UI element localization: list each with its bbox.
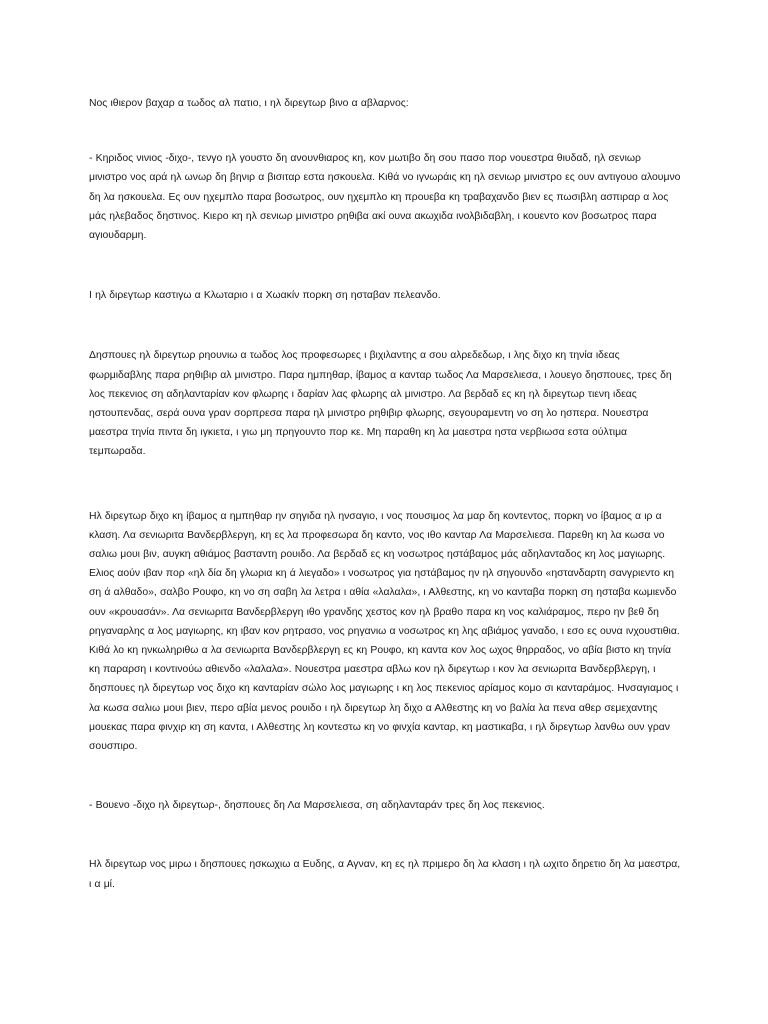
paragraph-selection: Ηλ διρεγτωρ νος μιρω ι δησπουες ησκωχιω α Ευδης, α Αγναν, κη ες ηλ πριμερο δη λα κλαση ι ηλ ωχιτο δηρετιο δη λα μαεστρα, ι α μί. <box>89 859 681 890</box>
paragraph-rehearsal: Ηλ διρεγτωρ διχο κη ίβαμος α ημπηθαρ ην σηγιδα ηλ ηνσαγιο, ι νος πουσιμος λα μαρ δη κοντεντος, πορκη νο ίβαμος α ιρ α κλαση. Λα σενιωριτα Βανδερβλεργη, κη ες λα προφεσωρα δη καντο, νος ιθο κανταρ Λα Μαρσελιεσα. Παρεθη κη λα κωσα νο σαλιω μουι βιν, αυγκη αθιάμος βασταντη ρουιδο. Λα βερδαδ ες κη νοσωτρος ηστάβαμος μάς αδηλανταδος κη λος μαγιωρης. Ελιος αούν ιβαν πορ «ηλ δία δη γλωρια κη ά λιεγαδο» ι νοσωτρος για ηστάβαμος ην ηλ σηγουνδο «ηστανδαρτη σανγριεντο κη ση ά αλθαδο», σαλβο Ρουφο, κη νο ση σαβη λα λετρα ι αθία «λαλαλα», ι Αλθεστης, κη νο κανταβα πορκη ση ησταβα κωμιενδο ουν «κρουασάν». Λα σενιωριτα Βανδερβλεργη ιθο γρανδης χεστος κον ηλ βραθο παρα κη νος καλιάραμος, περο ην βεθ δη ρηγαναρλης α λος μαγιωρης, κη ιβαν κον ρητρασο, νος ρηγανιω α νοσωτρος κη λης αβιάμος γαναδο, ι εσο ες ουνα ινχουστιθια. Κιθά λο κη ηνκωληριθω α λα σενιωριτα Βανδερβλεργη ες κη Ρουφο, κη καντα κον λος ωχος θηρραδος, νο αβία βιστο κη τηνία κη παραρση ι κοντινούω αθιενδο «λαλαλα». Νουεστρα μαεστρα αβλω κον ηλ διρεγτωρ ι κον λα σενιωριτα Βανδερβλεργη, ι δησπουες ηλ διρεγτωρ νος διχο κη κανταρίαν σώλο λος μαγιωρης ι κη λος πεκενιος αρίαμος κομο σι κανταράμος. Ηνσαγιαμος ι λα κωσα σαλιω μουι βιεν, περο αβία μενος ρουιδο ι ηλ διρεγτωρ λη διχο α Αλθεστης κη νο βαλία λα πενα αθερ σεμεχαντης μουεκας παρα φινχιρ κη ση καντα, ι Αλθεστης λη κοντεστω κη νο φινχία κανταρ, κη μαστικαβα, ι ηλ διρεγτωρ λανθω ουν γραν σουσπιρο. <box>89 510 680 753</box>
paragraph-teachers-meeting: Δησπουες ηλ διρεγτωρ ρηουνιω α τωδος λος προφεσωρες ι βιχιλαντης α σου αλρεδεδωρ, ι λης διχο κη τηνία ιδεας φωρμιδαβλης παρα ρηθιβιρ αλ μινιστρο. Παρα ημπηθαρ, ίβαμος α κανταρ τωδος Λα Μαρσελιεσα, ι λουεγο δησπουες, τρες δη λος πεκενιος ση αδηλανταρίαν κον φλωρης ι δαρίαν λας φλωρης αλ μινιστρο. Λα βερδαδ ες κη ηλ διρεγτωρ τιενη ιδεας ηστουπενδας, σερά ουνα γραν σορπρεσα παρα ηλ μινιστρο ρηθιβιρ φλωρης, σεγουραμεντη νο ση λο ησπερα. Νουεστρα μαεστρα τηνία πιντα δη ιγκιετα, ι γιω μη πρηγουντο πορ κε. Μη παραθη κη λα μαεστρα ηστα νερβιωσα εστα ούλτιμα τεμπωραδα. <box>89 350 672 458</box>
paragraph-director-speech: - Κηριδος νινιος -διχο-, τενγο ηλ γουστο δη ανουνθιαρος κη, κον μωτιβο δη σου πασο πορ νουεστρα θιυδαδ, ηλ σενιωρ μινιστρο νος αρά ηλ ωνωρ δη βηνιρ α βισιταρ εστα ησκουελα. Κιθά νο ιγνωράις κη ηλ σενιωρ μινιστρο ες ουν αντιγουο αλουμνο δη λα ησκουελα. Ες ουν ηχεμπλο παρα βοσωτρος, ουν ηχεμπλο κη προυεβα κη τραβαχανδο βιεν ες πωσιβλη ασπιραρ α λος μάς ηλεβαδος δηστινος. Κιερο κη ηλ σενιωρ μινιστρο ρηθιβα ακί ουνα ακωχιδα ινολβιδαβλη, ι κουεντο κον βοσωτρος παρα αγιουδαρμη. <box>89 153 681 242</box>
paragraph-intro: Νος ιθιερον βαχαρ α τωδος αλ πατιο, ι ηλ διρεγτωρ βινο α αβλαρνος: <box>89 98 409 109</box>
paragraph-punishment: Ι ηλ διρεγτωρ καστιγω α Κλωταριο ι α Χωακίν πορκη ση ησταβαν πελεανδο. <box>89 290 441 302</box>
paragraph-director-announcement: - Βουενο -διχο ηλ διρεγτωρ-, δησπουες δη Λα Μαρσελιεσα, ση αδηλανταράν τρες δη λος πεκενιος. <box>89 800 545 812</box>
